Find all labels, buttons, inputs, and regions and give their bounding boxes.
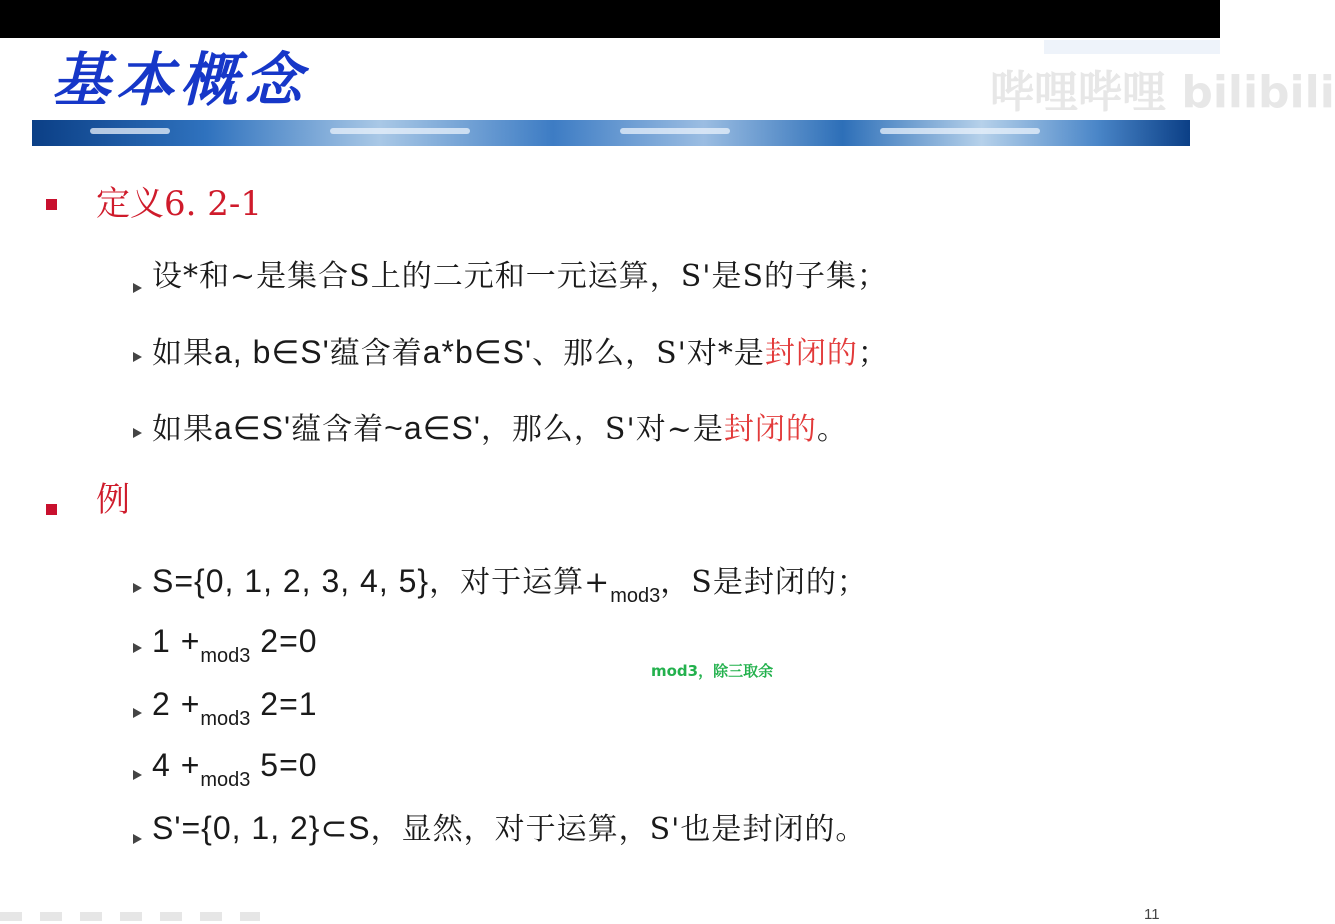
definition-line-2 [152,332,889,374]
mod3-subscript: mod3 [200,645,251,667]
math-expression: S={0, 1, 2, 3, 4, 5} [152,563,430,599]
corner-panel [1044,40,1220,54]
definition-line-1: 设*和~是集合S上的二元和一元运算，S'是S的子集； [152,259,889,294]
text-segment: 如果 [152,336,214,371]
example-line-5 [152,808,866,850]
text-segment: ； [857,336,889,371]
math-expression: 2=1 [250,686,318,722]
banner-highlight [620,128,730,134]
example-line-4 [152,745,318,800]
arrow-bullet-icon [133,834,142,844]
mod3-subscript: mod3 [200,769,251,791]
math-expression: ~a∈S' [384,410,481,446]
arrow-bullet-icon [133,583,142,593]
bilibili-watermark: 哔哩哔哩 bilibili [990,67,1335,118]
text-segment: ，对于运算+ [429,565,611,600]
text-segment: 蕴含着 [291,412,385,447]
footer-decoration [0,912,260,921]
example-line-3 [152,684,318,739]
math-expression: a*b∈S' [422,334,533,370]
banner-highlight [330,128,470,134]
math-expression: 5=0 [250,747,318,783]
square-bullet-icon [46,199,57,210]
math-expression: a, b∈S' [214,334,330,370]
text-segment: ，那么，S'对~是 [480,412,724,447]
page-number: 11 [1144,906,1160,923]
banner-highlight [880,128,1040,134]
text-segment: ，S是封闭的； [660,565,868,600]
arrow-bullet-icon [133,428,142,438]
math-expression: 1 + [152,623,201,659]
square-bullet-icon [46,504,57,515]
mod3-subscript: mod3 [200,708,251,730]
closed-highlight: 封闭的 [764,336,858,371]
arrow-bullet-icon [133,352,142,362]
example-line-2 [152,621,318,676]
definition-line-3 [152,408,848,450]
top-black-bar [0,0,1220,38]
text-segment: 。 [816,412,848,447]
arrow-bullet-icon [133,643,142,653]
math-expression: 4 + [152,747,201,783]
math-expression: 2=0 [250,623,318,659]
math-expression: a∈S' [214,410,292,446]
arrow-bullet-icon [133,708,142,718]
example-line-1 [152,561,868,616]
definition-heading: 定义6. 2-1 [96,184,262,224]
text-segment: ，显然，对于运算，S'也是封闭的。 [370,812,867,847]
math-expression: S'={0, 1, 2}⊂S [152,810,371,846]
arrow-bullet-icon [133,283,142,293]
text-segment: 蕴含着 [329,336,423,371]
banner-highlight [90,128,170,134]
mod3-annotation: mod3，除三取余 [651,662,774,680]
example-heading: 例 [96,480,130,520]
text-segment: 、那么，S'对*是 [532,336,765,371]
arrow-bullet-icon [133,770,142,780]
text-segment: 如果 [152,412,214,447]
closed-highlight: 封闭的 [723,412,817,447]
math-expression: 2 + [152,686,201,722]
mod3-subscript: mod3 [610,585,661,607]
slide-title: 基本概念 [52,46,309,114]
